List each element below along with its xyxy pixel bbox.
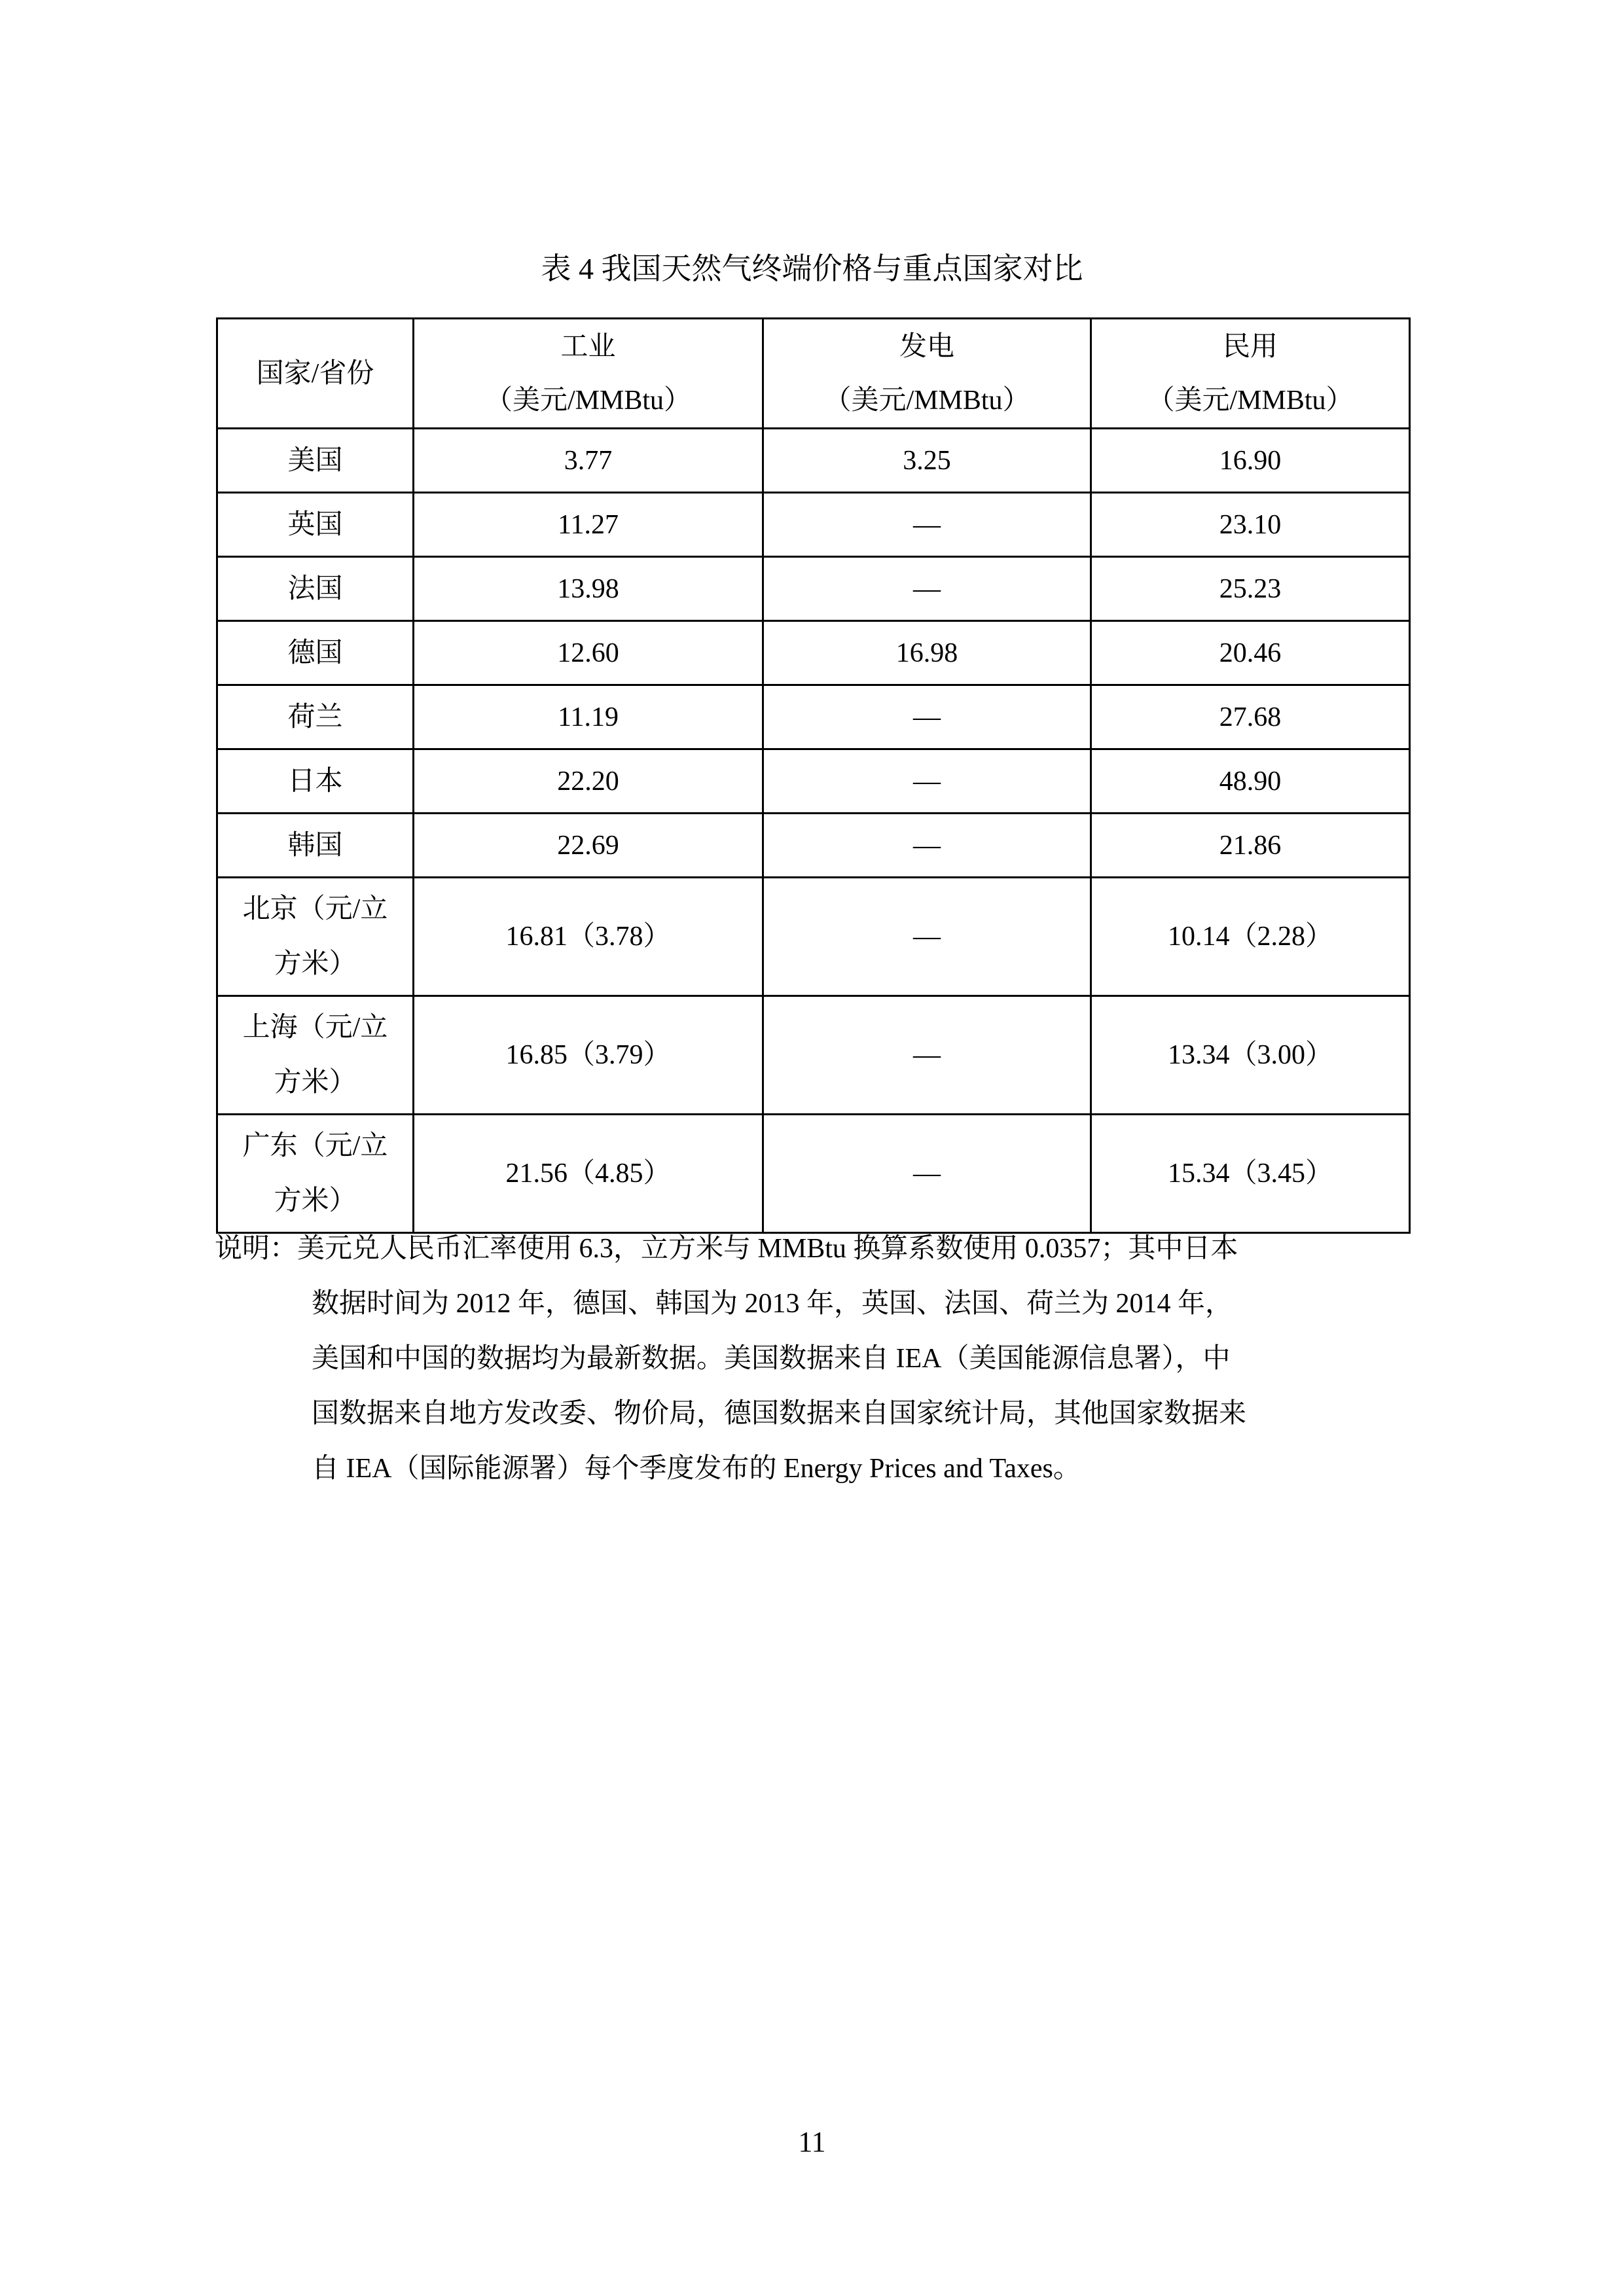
row-label bbox=[217, 557, 414, 621]
row-label-text: 法国 bbox=[287, 573, 343, 604]
cell-residential: 21.86 bbox=[1091, 814, 1410, 878]
header-industry bbox=[414, 319, 763, 429]
cell-power: 3.25 bbox=[763, 429, 1091, 493]
cell-power: — bbox=[763, 996, 1091, 1115]
row-label-text: 北京（元/立 bbox=[242, 894, 388, 924]
cell-residential: 16.90 bbox=[1091, 429, 1410, 493]
row-label bbox=[217, 493, 414, 557]
note-line bbox=[215, 1221, 1439, 1276]
cell-industry: 11.19 bbox=[414, 685, 763, 749]
table-row bbox=[217, 1115, 1410, 1233]
header-power-generation bbox=[763, 319, 1091, 429]
note-line: 自 IEA（国际能源署）每个季度发布的 Energy Prices and Taxes。 bbox=[312, 1454, 1081, 1484]
row-label-text: 方米） bbox=[274, 1186, 357, 1216]
header-power-name: 发电 bbox=[899, 331, 954, 362]
cell-industry: 12.60 bbox=[414, 621, 763, 685]
row-label-text: 英国 bbox=[287, 509, 343, 540]
cell-residential: 23.10 bbox=[1091, 493, 1410, 557]
header-power-unit: （美元/MMBtu） bbox=[823, 385, 1030, 416]
row-label bbox=[217, 1115, 414, 1233]
cell-power: — bbox=[763, 814, 1091, 878]
note-line: 美国和中国的数据均为最新数据。美国数据来自 IEA（美国能源信息署），中 bbox=[312, 1344, 1231, 1374]
row-label bbox=[217, 878, 414, 996]
cell-power: — bbox=[763, 878, 1091, 996]
table-row bbox=[217, 685, 1410, 749]
cell-industry: 16.85（3.79） bbox=[414, 996, 763, 1115]
table-row bbox=[217, 814, 1410, 878]
table-row bbox=[217, 621, 1410, 685]
table-row bbox=[217, 493, 1410, 557]
cell-power: 16.98 bbox=[763, 621, 1091, 685]
cell-residential: 10.14（2.28） bbox=[1091, 878, 1410, 996]
row-label-text: 美国 bbox=[287, 445, 343, 476]
table-row bbox=[217, 429, 1410, 493]
header-industry-name: 工业 bbox=[560, 331, 616, 362]
header-country-province: 国家/省份 bbox=[217, 319, 414, 429]
cell-industry: 11.27 bbox=[414, 493, 763, 557]
row-label bbox=[217, 814, 414, 878]
cell-residential: 20.46 bbox=[1091, 621, 1410, 685]
table-header-row bbox=[217, 319, 1410, 429]
cell-residential: 48.90 bbox=[1091, 749, 1410, 814]
header-residential bbox=[1091, 319, 1410, 429]
cell-power: — bbox=[763, 685, 1091, 749]
note-label: 说明： bbox=[215, 1234, 298, 1264]
table-row bbox=[217, 557, 1410, 621]
row-label-text: 韩国 bbox=[287, 830, 343, 861]
cell-residential: 15.34（3.45） bbox=[1091, 1115, 1410, 1233]
cell-industry: 13.98 bbox=[414, 557, 763, 621]
row-label-text: 方米） bbox=[274, 1067, 357, 1098]
row-label-text: 上海（元/立 bbox=[242, 1013, 388, 1043]
table-row bbox=[217, 878, 1410, 996]
row-label bbox=[217, 996, 414, 1115]
note-line: 国数据来自地方发改委、物价局，德国数据来自国家统计局，其他国家数据来 bbox=[312, 1399, 1247, 1429]
row-label bbox=[217, 685, 414, 749]
row-label-text: 广东（元/立 bbox=[242, 1131, 388, 1161]
gas-price-comparison-table bbox=[216, 317, 1411, 1234]
cell-industry: 21.56（4.85） bbox=[414, 1115, 763, 1233]
cell-power: — bbox=[763, 493, 1091, 557]
row-label-text: 德国 bbox=[287, 637, 343, 668]
table-row bbox=[217, 749, 1410, 814]
row-label bbox=[217, 621, 414, 685]
cell-power: — bbox=[763, 557, 1091, 621]
header-industry-unit: （美元/MMBtu） bbox=[484, 385, 692, 416]
cell-residential: 27.68 bbox=[1091, 685, 1410, 749]
header-residential-unit: （美元/MMBtu） bbox=[1147, 385, 1354, 416]
cell-industry: 22.20 bbox=[414, 749, 763, 814]
cell-power: — bbox=[763, 1115, 1091, 1233]
row-label-text: 日本 bbox=[287, 766, 343, 797]
header-residential-name: 民用 bbox=[1222, 331, 1278, 362]
row-label bbox=[217, 429, 414, 493]
cell-industry: 16.81（3.78） bbox=[414, 878, 763, 996]
note-line: 数据时间为 2012 年，德国、韩国为 2013 年，英国、法国、荷兰为 2014 年， bbox=[312, 1289, 1233, 1319]
cell-power: — bbox=[763, 749, 1091, 814]
row-label-text: 方米） bbox=[274, 949, 357, 979]
table-note bbox=[215, 1221, 1439, 1496]
table-title: 表 4 我国天然气终端价格与重点国家对比 bbox=[541, 252, 1083, 285]
row-label bbox=[217, 749, 414, 814]
page-number: 11 bbox=[798, 2126, 826, 2158]
cell-industry: 3.77 bbox=[414, 429, 763, 493]
table-row bbox=[217, 996, 1410, 1115]
cell-residential: 13.34（3.00） bbox=[1091, 996, 1410, 1115]
cell-industry: 22.69 bbox=[414, 814, 763, 878]
cell-residential: 25.23 bbox=[1091, 557, 1410, 621]
row-label-text: 荷兰 bbox=[287, 702, 343, 732]
note-line-text: 美元兑人民币汇率使用 6.3，立方米与 MMBtu 换算系数使用 0.0357；其中日本 bbox=[297, 1234, 1238, 1264]
